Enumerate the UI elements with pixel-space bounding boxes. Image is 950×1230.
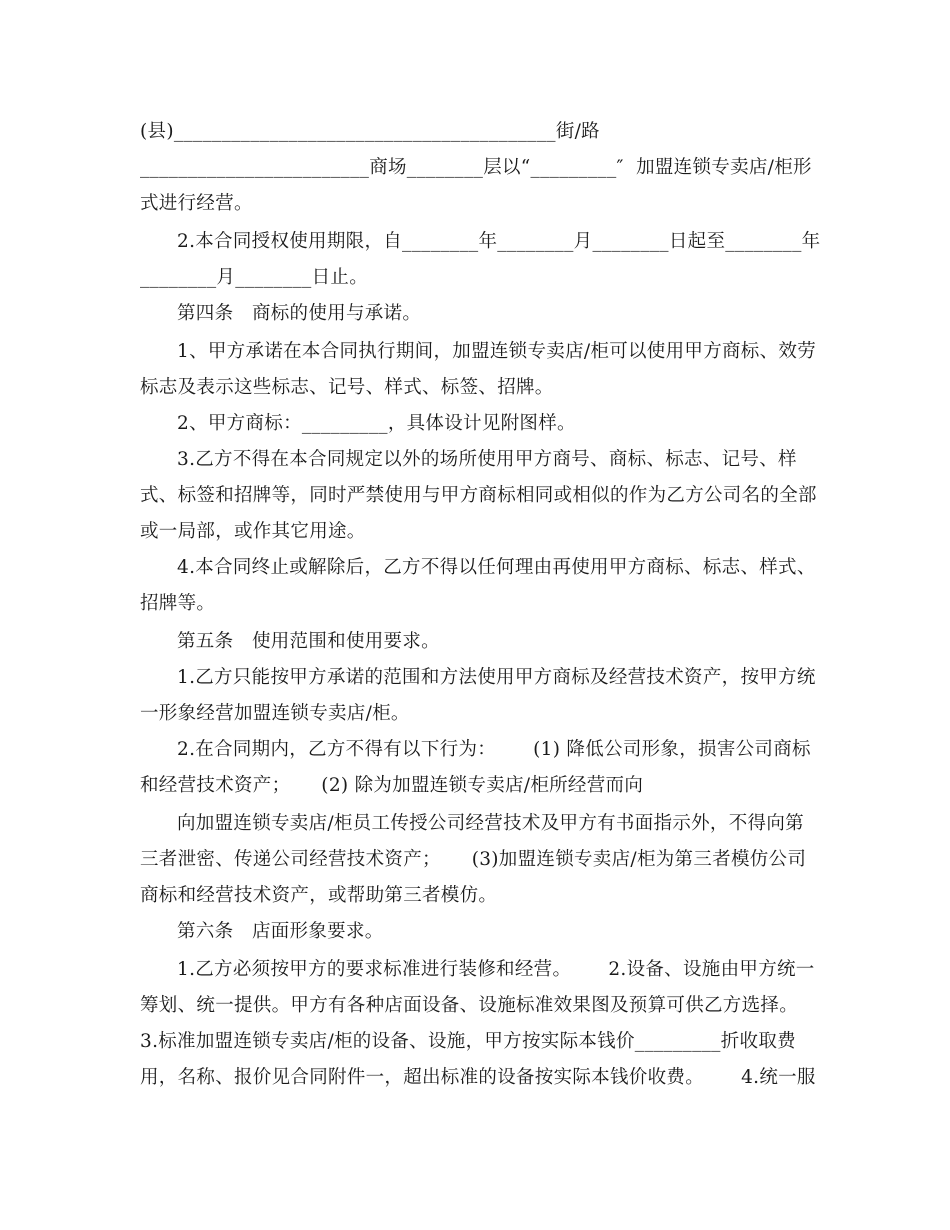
text-line: (县)________________________________________街/路 — [140, 121, 600, 142]
text-line: 式进行经营。 — [140, 193, 253, 214]
text-line: 式、标签和招牌等，同时严禁使用与甲方商标相同或相似的作为乙方公司名的全部 — [140, 485, 817, 506]
text-line: 招牌等。 — [140, 593, 216, 614]
text-line: 商标和经营技术资产，或帮助第三者模仿。 — [140, 885, 498, 906]
text-line: 2.本合同授权使用期限，自________年________月________日起至________年 — [177, 231, 821, 252]
text-line: ________月________日止。 — [140, 267, 369, 288]
article-heading: 第四条 商标的使用与承诺。 — [177, 303, 422, 324]
text-line: 2、甲方商标：_________，具体设计见附图样。 — [177, 413, 576, 434]
text-line: 4.本合同终止或解除后，乙方不得以任何理由再使用甲方商标、标志、样式、 — [177, 557, 816, 578]
text-line: 一形象经营加盟连锁专卖店/柜。 — [140, 703, 410, 724]
text-line: 3.乙方不得在本合同规定以外的场所使用甲方商号、商标、标志、记号、样 — [177, 449, 797, 470]
text-line: 2.在合同期内，乙方不得有以下行为： (1) 降低公司形象，损害公司商标 — [177, 739, 811, 760]
text-line: 1.乙方只能按甲方承诺的范围和方法使用甲方商标及经营技术资产，按甲方统 — [177, 667, 816, 688]
text-line: 三者泄密、传递公司经营技术资产； (3)加盟连锁专卖店/柜为第三者模仿公司 — [140, 849, 807, 870]
text-line: 1、甲方承诺在本合同执行期间，加盟连锁专卖店/柜可以使用甲方商标、效劳 — [177, 341, 817, 362]
text-line: 3.标准加盟连锁专卖店/柜的设备、设施，甲方按实际本钱价_________折收取费 — [140, 1031, 796, 1052]
text-line: 向加盟连锁专卖店/柜员工传授公司经营技术及甲方有书面指示外，不得向第 — [177, 813, 804, 834]
article-heading: 第五条 使用范围和使用要求。 — [177, 631, 440, 652]
article-heading: 第六条 店面形象要求。 — [177, 921, 384, 942]
text-line: 和经营技术资产； (2) 除为加盟连锁专卖店/柜所经营而向 — [140, 775, 644, 796]
text-line: ________________________商场________层以“_________″ 加盟连锁专卖店/柜形 — [140, 157, 812, 178]
text-line: 标志及表示这些标志、记号、样式、标签、招牌。 — [140, 377, 554, 398]
text-line: 筹划、统一提供。甲方有各种店面设备、设施标准效果图及预算可供乙方选择。 — [140, 995, 799, 1016]
text-line: 1.乙方必须按甲方的要求标准进行装修和经营。 2.设备、设施由甲方统一 — [177, 959, 815, 980]
text-line: 或一局部，或作其它用途。 — [140, 521, 366, 542]
text-line: 用，名称、报价见合同附件一，超出标准的设备按实际本钱价收费。 4.统一服 — [140, 1067, 816, 1088]
